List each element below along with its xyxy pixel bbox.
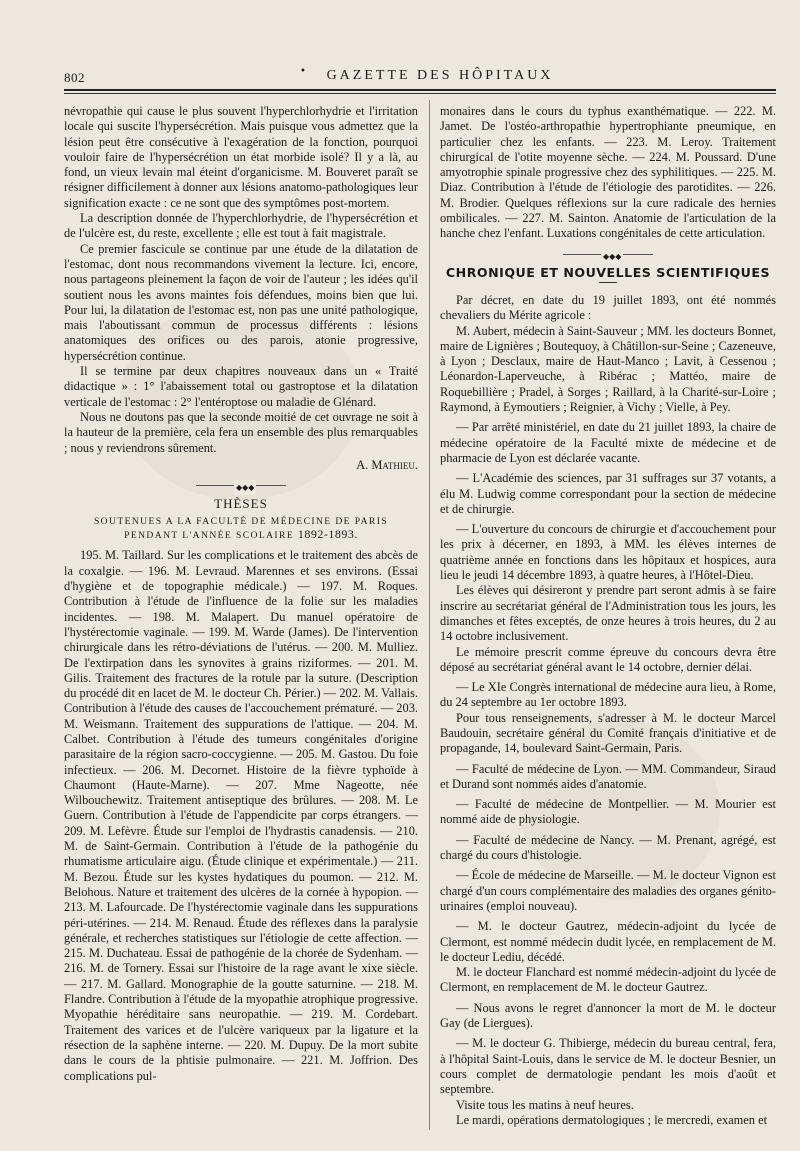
chronicle-paragraph: — Nous avons le regret d'annoncer la mort de M. le docteur Gay (de Liergues). xyxy=(440,1000,776,1031)
review-paragraph: Nous ne doutons pas que la seconde moitié de cet ouvrage ne soit à la hauteur de la première, cela fera un ensemble des plus remarquables ; nous y reviendrons sûrement. xyxy=(64,409,418,455)
header-dot: • xyxy=(300,66,306,77)
theses-title: THÈSES xyxy=(214,496,268,512)
theses-subtitle-text: PENDANT L'ANNÉE SCOLAIRE xyxy=(124,530,295,542)
theses-list-continued: monaires dans le cours du typhus exanthématique. — 222. M. Jamet. De l'ostéo-arthropathie hypertrophiante pneumique, en particulier chez les enfants. — 223. M. Leroy. Traitement chirurgical de l'otite moyenne sèche. — 224. M. Poussard. D'une amyotrophie spinale progressive chez des syphilitiques. — 225. M. Diaz. Contribution à l'étude de l'étiologie des parotidites. — 226. M. Brodier. Quelques réflexions sur la cure radicale des hernies ombilicales. — 227. M. Sainton. Anatomie de l'articulation de la hanche chez l'enfant. Luxations congénitales de cette articulation. xyxy=(440,104,776,241)
section-separator: ◆◆◆ xyxy=(196,485,286,486)
review-paragraph: Il se termine par deux chapitres nouveaux dans un « Traité didactique » : 1° l'abaissement total ou gastroptose et la dilatation verticale de l'estomac : 2° l'entéroptose ou maladie de Glénard. xyxy=(64,364,418,409)
theses-subtitle-line1: SOUTENUES A LA FACULTÉ DE MÉDECINE DE PARIS xyxy=(93,516,389,528)
chronicle-paragraph: Visite tous les matins à neuf heures. xyxy=(456,1097,634,1112)
running-title: GAZETTE DES HÔPITAUX xyxy=(326,68,554,83)
chronicle-paragraph: — Le XIe Congrès international de médecine aura lieu, à Rome, du 24 septembre au 1er octobre 1893. xyxy=(440,680,776,710)
review-signature: A. Mathieu. xyxy=(356,457,418,472)
header-rule-thin xyxy=(64,93,776,94)
theses-subtitle-line2 xyxy=(64,528,418,542)
page-header xyxy=(64,62,776,92)
header-rule-thick xyxy=(64,89,776,91)
chronicle-paragraph: Par décret, en date du 19 juillet 1893, ont été nommés chevaliers du Mérite agricole : xyxy=(440,292,776,323)
chronicle-paragraph: M. Aubert, médecin à Saint-Sauveur ; MM. les docteurs Bonnet, maire de Lignières ; Boutequoy, à Châtillon-sur-Seine ; Cazeneuve, à Lyon ; Desclaux, maire de Haut-Manco ; Lavit, à Cessenou ; Léonardon-Laperveuche, à Ribérac ; Mattéo, maire de Roquebillière ; Pradel, à Sorges ; Raillard, à la Charité-sur-Loire ; Raymond, à Eymoutiers ; Reignier, à Vichy ; Vielle, à Pey. xyxy=(440,323,776,415)
chronicle-paragraph: — Faculté de médecine de Montpellier. — M. Mourier est nommé aide de physiologie. xyxy=(440,797,776,827)
chronicle-paragraph: — Par arrêté ministériel, en date du 21 juillet 1893, la chaire de médecine opératoire de la Faculté mixte de médecine et de pharmacie de Lyon est déclarée vacante. xyxy=(440,420,776,465)
chronicle-paragraph: — L'ouverture du concours de chirurgie et d'accouchement pour les prix à décerner, en 1893, à MM. les élèves internes de quatrième année en fonctions dans les hôpitaux et hospices, aura lieu le jeudi 14 décembre 1893, à quatre heures, à l'Hôtel-Dieu. xyxy=(440,522,776,583)
chronicle-paragraph: — L'Académie des sciences, par 31 suffrages sur 37 votants, a élu M. Ludwig comme correspondant pour la section de médecine et de chirurgie. xyxy=(440,471,776,516)
chronicle-title: CHRONIQUE ET NOUVELLES SCIENTIFIQUES xyxy=(445,264,771,280)
chronicle-paragraph: — Faculté de médecine de Nancy. — M. Prenant, agrégé, est chargé du cours d'histologie. xyxy=(440,832,776,863)
right-column xyxy=(440,104,776,1128)
chronicle-paragraph: — M. le docteur G. Thibierge, médecin du bureau central, fera, à l'hôpital Saint-Louis, dans le service de M. le docteur Besnier, un cours complet de dermatologie pendant les mois d'août et septembre. xyxy=(440,1036,776,1097)
chronicle-paragraph: Pour tous renseignements, s'adresser à M. le docteur Marcel Baudouin, secrétaire général du Comité français d'initiative et de propagande, 14, boulevard Saint-Germain, Paris. xyxy=(440,710,776,756)
theses-subtitle xyxy=(64,515,418,542)
page-number: 802 xyxy=(64,70,85,85)
review-paragraph: Ce premier fascicule se continue par une étude de la dilatation de l'estomac, dont nous recommandons vivement la lecture. Ici, encore, nous partageons pleinement la façon de voir de l'auteur ; les idées qu'il soutient nous les avons maintes fois défendues, moins bien que lui. Pour lui, la dilatation de l'estomac est, non pas une unité pathologique, mais l'aboutissant commun de processus différents : lésions anatomiques des orifices ou des parois, atonie progressive, hypersécrétion continue. xyxy=(64,241,418,363)
chronicle-paragraph: Le mardi, opérations dermatologiques ; le mercredi, examen et xyxy=(456,1112,768,1127)
chronicle-paragraph: — École de médecine de Marseille. — M. le docteur Vignon est chargé d'un cours complémentaire des maladies des organes génito-urinaires (emploi nouveau). xyxy=(440,868,776,913)
theses-list: 195. M. Taillard. Sur les complications et le traitement des abcès de la coxalgie. — 196. M. Levraud. Marennes et ses environs. (Essai d'hygiène et de topographie médicale.) — 197. M. Roques. Contribution à l'étude de l'influence de la folie sur les maladies incidentes. — 198. M. Malapert. Du manuel opératoire de l'hystérectomie vaginale. — 199. M. Warde (James). De l'intervention chirurgicale dans les rétro-déviations de l'utérus. — 200. M. Mulliez. De l'extirpation dans les synovites à grains riziformes. — 201. M. Gilis. Traitement des fractures de la rotule par la suture. (Description du procédé dit en lacet de M. le docteur Ch. Périer.) — 202. M. Vallais. Contribution à l'étude des causes de l'accouchement prématuré. — 203. M. Weismann. Traitement des suppurations de l'attique. — 204. M. Calbet. Contribution à l'étude des tumeurs congénitales d'origine parasitaire de la région sacro-coccygienne. — 205. M. Gastou. Du foie infectieux. — 206. M. Decornet. Histoire de la fièvre typhoïde à Chaumont (Haute-Marne). — 207. Mme Nageotte, née Wilbouchewitz. Traitement antiseptique des brûlures. — 208. M. Le Guern. Contribution à l'étude de l'appendicite par corps étrangers. — 209. M. Lefèvre. Étude sur l'emploi de l'hydrastis canadensis. — 210. M. de Saint-Germain. Contribution à l'étude de la pathogénie du rhumatisme articulaire aigu. (Étude clinique et expérimentale.) — 211. M. Bezou. Étude sur les kystes hydatiques du poumon. — 212. M. Belohous. Nature et traitement des ulcères de la cornée à hypopion. — 213. M. Lafourcade. De l'hystérectomie vaginale dans les suppurations péri-utérines. — 214. M. Renaud. Étude des réflexes dans la paralysie générale, et recherches statistiques sur l'étiologie de cette affection. — 215. M. Duchateau. Essai de pathogénie de la chorée de Sydenham. — 216. M. de Tornery. Essai sur l'histoire de la rage avant le xixe siècle. — 217. M. Gallard. Monographie de la goutte saturnine. — 218. M. Flandre. Contribution à l'étude de la myopathie atrophique progressive. Myopathie héréditaire sans neuropathie. — 219. M. Cordebart. Traitement des varices et de l'ulcère variqueux par la ligature et la résection de la saphène interne. — 220. M. Dupuy. De la mort subite dans le cours de la phtisie pulmonaire. — 221. M. Joffrion. Des complications pul- xyxy=(64,548,418,1083)
review-paragraph: névropathie qui cause le plus souvent l'hyperchlorhydrie et l'irritation locale qui suscite l'hypersécrétion. Mais puisque vous admettez que la lésion peut être consécutive à l'exagération de la fonction, pourquoi vouloir faire de l'hypersécrétion un état morbide isolé? Il y a là, au fond, un vieux levain mal éteint d'organicisme. M. Bouveret paraît se résigner difficilement à donner aux lésions anatomo-pathologiques leur signification exacte : ce ne sont que des symptômes post-mortem. xyxy=(64,104,418,210)
column-divider xyxy=(429,100,430,1130)
review-paragraph: La description donnée de l'hyperchlorhydrie, de l'hypersécrétion et de l'ulcère est, du reste, excellente ; elle est tout à fait magistrale. xyxy=(64,211,418,241)
theses-year: 1892-1893. xyxy=(297,527,358,542)
chronicle-paragraph: M. le docteur Flanchard est nommé médecin-adjoint du lycée de Clermont, en remplacement de M. le docteur Gautrez. xyxy=(440,965,776,995)
chronicle-paragraph: Les élèves qui désireront y prendre part seront admis à se faire inscrire au secrétariat général de l'Administration tous les jours, les dimanches et fêtes exceptés, de onze heures à trois heures, du 2 au 14 octobre inclusivement. xyxy=(440,583,776,644)
chronicle-paragraph: — M. le docteur Gautrez, médecin-adjoint du lycée de Clermont, est nommé médecin dudit lycée, en remplacement de M. le docteur Lediu, décédé. xyxy=(440,919,776,964)
chronicle-paragraph: — Faculté de médecine de Lyon. — MM. Commandeur, Siraud et Durand sont nommés aides d'anatomie. xyxy=(440,761,776,791)
chronicle-title-rule xyxy=(599,282,617,283)
left-column xyxy=(64,104,418,1084)
section-separator: ◆◆◆ xyxy=(563,254,653,255)
chronicle-paragraph: Le mémoire prescrit comme épreuve du concours devra être déposé au secrétariat général avant le 14 octobre, dernier délai. xyxy=(440,644,776,674)
